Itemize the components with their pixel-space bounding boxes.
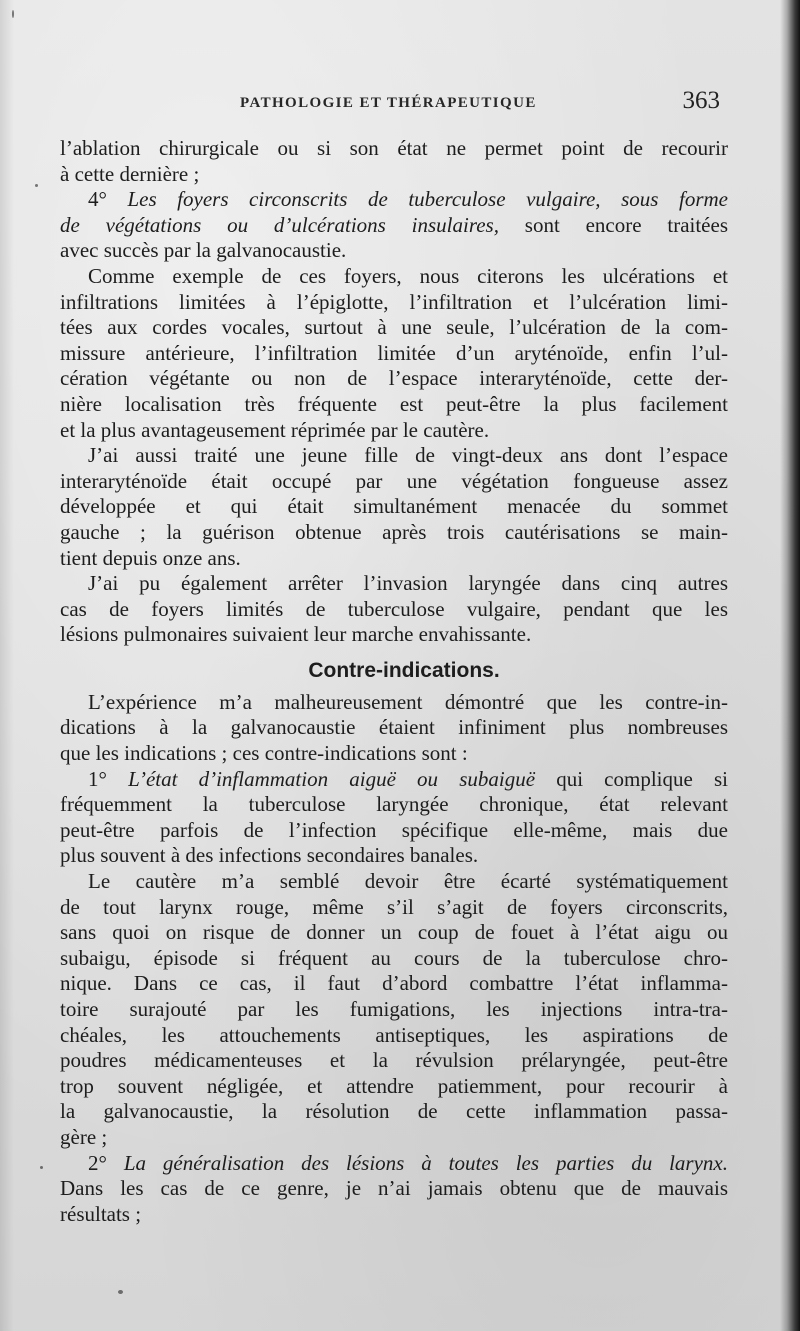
text-line: tées aux cordes vocales, surtout à une seule, l’ulcération de la com- xyxy=(60,315,728,340)
text-line: fréquemment la tuberculose laryngée chronique, état relevant xyxy=(60,792,728,817)
text-line: gauche ; la guérison obtenue après trois cautérisations se main- xyxy=(60,519,728,544)
text-line: la galvanocaustie, la résolution de cette inflammation passa- xyxy=(60,1099,728,1124)
body-text xyxy=(60,136,728,1227)
paper-speck xyxy=(12,10,14,18)
text-line: Dans les cas de ce genre, je n’ai jamais obtenu que de mauvais xyxy=(60,1176,728,1201)
text-line: à cette dernière ; xyxy=(60,161,200,186)
text-line: que les indications ; ces contre-indications sont : xyxy=(60,741,468,766)
text-line xyxy=(60,187,728,213)
paper-speck xyxy=(40,1166,43,1169)
text-line: sans quoi on risque de donner un coup de fouet à l’état aigu ou xyxy=(60,920,728,945)
text-line: cération végétante ou non de l’espace interaryténoïde, cette der- xyxy=(60,366,728,391)
text-line: de tout larynx rouge, même s’il s’agit de foyers circonscrits, xyxy=(60,894,728,919)
running-header xyxy=(60,86,720,126)
text-line: développée et qui était simultanément menacée du sommet xyxy=(60,494,728,519)
text-line: J’ai pu également arrêter l’invasion laryngée dans cinq autres xyxy=(88,571,728,596)
text-line: nière localisation très fréquente est peut-être la plus facilement xyxy=(60,391,728,416)
italic-phrase: Les foyers circonscrits de tuberculose vulgaire, sous forme xyxy=(127,187,728,212)
italic-phrase: L’état d’inflammation aiguë ou subaiguë xyxy=(128,766,536,791)
paper-speck xyxy=(35,184,38,187)
text-line: tient depuis onze ans. xyxy=(60,545,241,570)
text-line: Le cautère m’a semblé devoir être écarté systématiquement xyxy=(88,869,728,894)
list-number: 4° xyxy=(88,187,128,212)
text-line: l’ablation chirurgicale ou si son état ne permet point de recourir xyxy=(60,136,728,160)
italic-phrase: La généralisation des lésions à toutes les parties du larynx. xyxy=(123,1150,728,1175)
text-line: cas de foyers limités de tuberculose vulgaire, pendant que les xyxy=(60,596,728,621)
text-line: interaryténoïde était occupé par une végétation fongueuse assez xyxy=(60,468,728,493)
paper-speck xyxy=(118,1290,123,1294)
text-line: poudres médicamenteuses et la révulsion prélaryngée, peut-être xyxy=(60,1048,728,1073)
text-line xyxy=(60,767,728,793)
text-line: avec succès par la galvanocaustie. xyxy=(60,238,347,263)
section-heading: Contre-indications. xyxy=(308,658,500,682)
italic-phrase: de végétations ou d’ulcérations insulaires, xyxy=(60,212,499,237)
list-number: 2° xyxy=(88,1150,124,1175)
running-title: PATHOLOGIE ET THÉRAPEUTIQUE xyxy=(240,95,537,111)
text-line: Comme exemple de ces foyers, nous citerons les ulcérations et xyxy=(88,263,728,288)
text-line: et la plus avantageusement réprimée par le cautère. xyxy=(60,417,490,442)
text-line: infiltrations limitées à l’épiglotte, l’infiltration et l’ulcération limi- xyxy=(60,289,728,314)
text-line: chéales, les attouchements antiseptiques, les aspirations de xyxy=(60,1022,728,1047)
text-fragment: qui complique si xyxy=(535,766,728,791)
page-number: 363 xyxy=(682,87,720,114)
text-line: trop souvent négligée, et attendre patiemment, pour recourir à xyxy=(60,1073,728,1098)
text-line: toire surajouté par les fumigations, les injections intra-tra- xyxy=(60,997,728,1021)
text-line: missure antérieure, l’infiltration limitée d’un aryténoïde, enfin l’ul- xyxy=(60,340,728,365)
list-number: 1° xyxy=(88,766,129,791)
text-line: peut-être parfois de l’infection spécifique elle-même, mais due xyxy=(60,817,728,842)
text-line xyxy=(60,1151,728,1177)
text-line: dications à la galvanocaustie étaient infiniment plus nombreuses xyxy=(60,715,728,740)
text-line: J’ai aussi traité une jeune fille de vingt-deux ans dont l’espace xyxy=(88,443,728,468)
text-line: résultats ; xyxy=(60,1201,142,1226)
page-left-shadow xyxy=(0,0,14,1331)
text-line: subaigu, épisode si fréquent au cours de la tuberculose chro- xyxy=(60,945,728,970)
page-right-edge-shadow xyxy=(780,0,800,1331)
text-fragment: sont encore traitées xyxy=(498,212,728,237)
text-line: plus souvent à des infections secondaires banales. xyxy=(60,843,479,868)
text-line: gère ; xyxy=(60,1124,108,1149)
text-line xyxy=(60,213,728,239)
text-line: nique. Dans ce cas, il faut d’abord combattre l’état inflamma- xyxy=(60,971,728,996)
text-line: L’expérience m’a malheureusement démontré que les contre-in- xyxy=(88,689,728,714)
text-line: lésions pulmonaires suivaient leur marche envahissante. xyxy=(60,622,532,647)
